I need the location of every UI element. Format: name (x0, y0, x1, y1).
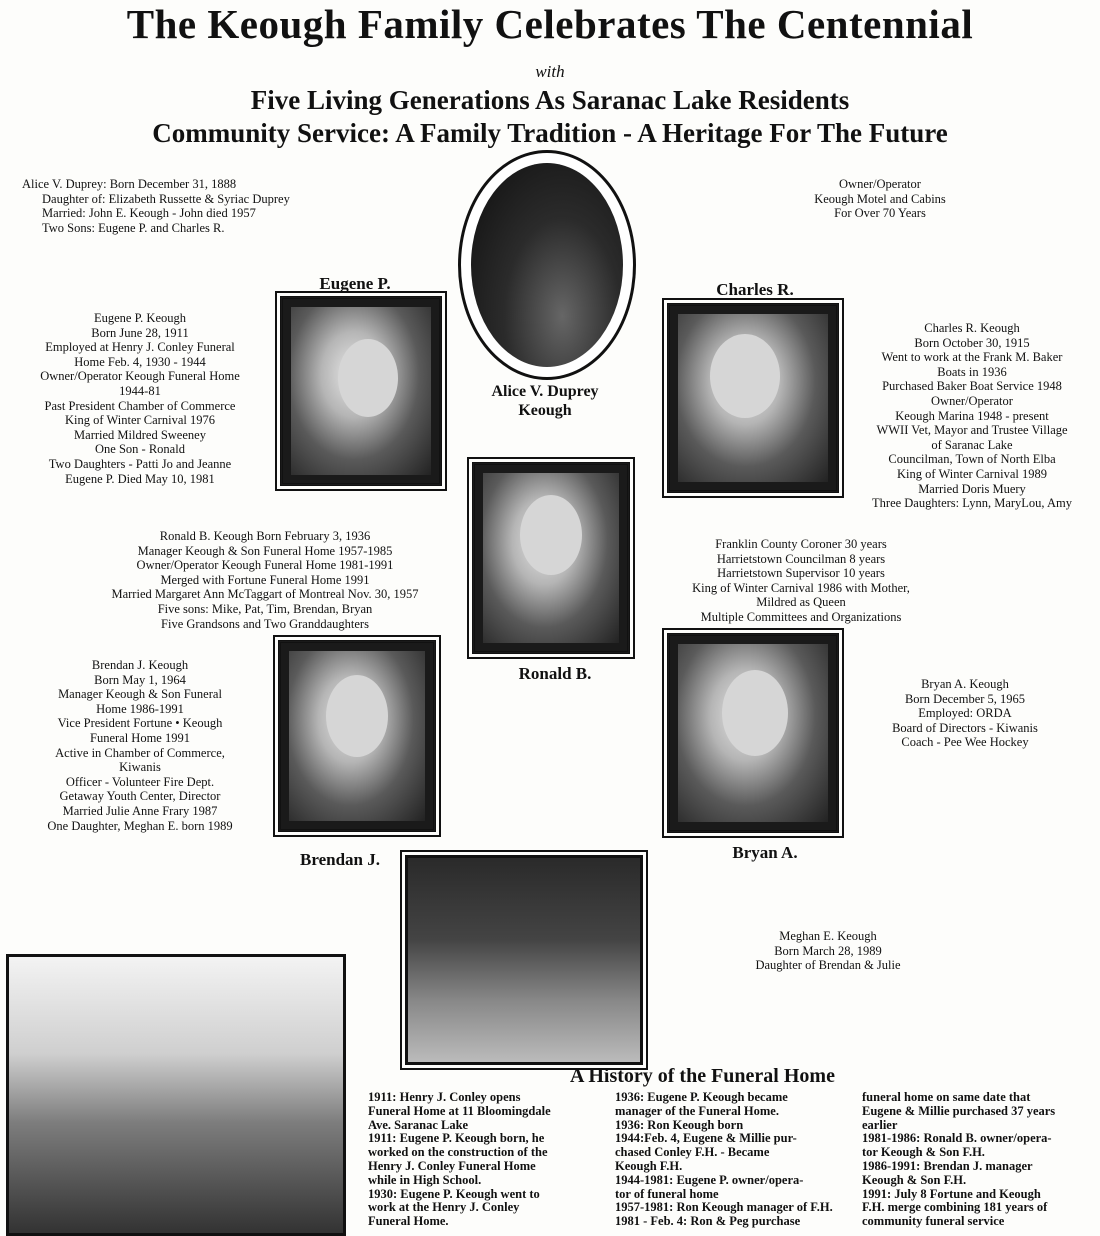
bryan-photo (667, 633, 839, 833)
page-title: The Keough Family Celebrates The Centennial (126, 1, 974, 47)
history-line: Henry J. Conley Funeral Home (368, 1158, 536, 1173)
ronald-bio-line: Merged with Fortune Funeral Home 1991 (160, 572, 370, 587)
meghan-photo (405, 855, 643, 1065)
meghan-bio-line: Daughter of Brendan & Julie (755, 958, 901, 973)
bryan-label: Bryan A. (732, 843, 798, 862)
eugene-bio-line: Past President Chamber of Commerce (44, 398, 236, 413)
eugene-bio-line: Born June 28, 1911 (91, 325, 189, 340)
ronald-bio-line: Married Margaret Ann McTaggart of Montreal Nov. 30, 1957 (111, 587, 419, 602)
charles-bio-line: King of Winter Carnival 1989 (897, 466, 1047, 481)
history-line: 1981-1986: Ronald B. owner/opera- (862, 1131, 1052, 1146)
charles-bio-line: Keough Marina 1948 - present (895, 408, 1049, 423)
alice-owner-line: Owner/Operator (839, 177, 921, 191)
charles-bio (848, 321, 1096, 511)
history-line: 1981 - Feb. 4: Ron & Peg purchase (615, 1214, 801, 1229)
brendan-bio-line: Officer - Volunteer Fire Dept. (65, 774, 215, 789)
ronald-service-line: King of Winter Carnival 1986 with Mother, (692, 580, 910, 595)
ronald-photo (472, 462, 630, 654)
eugene-bio-line: One Son - Ronald (95, 442, 185, 457)
eugene-bio-line: 1944-81 (119, 383, 161, 398)
charles-bio-line: Owner/Operator (931, 393, 1013, 408)
subtitle-community: Community Service: A Family Tradition - A Heritage For The Future (152, 118, 948, 148)
brendan-bio-line: Born May 1, 1964 (94, 672, 186, 687)
charles-bio-line: Married Doris Muery (918, 481, 1026, 496)
alice-bio-line: Alice V. Duprey: Born December 31, 1888 (22, 177, 237, 191)
history-line: while in High School. (368, 1172, 482, 1187)
ronald-bio (60, 529, 470, 631)
eugene-bio-line: Home Feb. 4, 1930 - 1944 (74, 354, 206, 369)
charles-label: Charles R. (716, 280, 794, 299)
alice-bio-line: Two Sons: Eugene P. and Charles R. (42, 220, 225, 235)
with-text: with (535, 62, 565, 81)
history-line: work at the Henry J. Conley (368, 1200, 520, 1215)
alice-portrait (458, 150, 636, 380)
eugene-bio-line: Two Daughters - Patti Jo and Jeanne (48, 456, 232, 471)
funeral-home-photo (6, 954, 346, 1236)
brendan-bio-line: Funeral Home 1991 (90, 730, 190, 745)
charles-bio-line: Three Daughters: Lynn, MaryLou, Amy (872, 496, 1072, 511)
ronald-label: Ronald B. (518, 664, 592, 683)
ronald-service (656, 537, 946, 625)
charles-bio-line: Went to work at the Frank M. Baker (881, 350, 1063, 365)
brendan-photo (278, 640, 436, 832)
alice-caption-line: Alice V. Duprey (491, 383, 599, 400)
history-column-2 (615, 1091, 855, 1229)
history-line: Keough F.H. (615, 1158, 683, 1173)
ronald-bio-line: Five Grandsons and Two Granddaughters (161, 616, 369, 631)
history-line: community funeral service (862, 1214, 1005, 1229)
eugene-photo (280, 296, 442, 486)
history-line: 1991: July 8 Fortune and Keough (862, 1186, 1041, 1201)
history-line: 1944:Feb. 4, Eugene & Millie pur- (615, 1131, 797, 1146)
history-column-1 (368, 1091, 604, 1229)
eugene-bio-line: King of Winter Carnival 1976 (65, 413, 215, 428)
history-line: 1936: Ron Keough born (615, 1117, 744, 1132)
charles-bio-line: Born October 30, 1915 (914, 335, 1030, 350)
brendan-bio-line: Kiwanis (119, 760, 161, 775)
meghan-bio (718, 929, 938, 973)
subtitle-generations: Five Living Generations As Saranac Lake Residents (250, 85, 850, 115)
brendan-bio-line: Home 1986-1991 (96, 701, 184, 716)
ronald-bio-line: Ronald B. Keough Born February 3, 1936 (159, 529, 371, 543)
alice-bio-line: Daughter of: Elizabeth Russette & Syriac Duprey (42, 191, 290, 206)
history-line: 1957-1981: Ron Keough manager of F.H. (615, 1200, 833, 1215)
meghan-bio-line: Meghan E. Keough (779, 929, 877, 943)
history-line: Eugene & Millie purchased 37 years (862, 1103, 1056, 1118)
charles-bio-line: Councilman, Town of North Elba (888, 452, 1056, 467)
history-line: earlier (862, 1117, 898, 1132)
alice-owner-line: For Over 70 Years (834, 206, 926, 221)
meghan-bio-line: Born March 28, 1989 (774, 943, 882, 958)
brendan-bio-line: Married Julie Anne Frary 1987 (62, 803, 218, 818)
history-line: 1986-1991: Brendan J. manager (862, 1158, 1033, 1173)
alice-caption (470, 382, 620, 420)
eugene-bio (10, 311, 270, 486)
history-line: 1930: Eugene P. Keough went to (368, 1186, 540, 1201)
history-line: tor Keough & Son F.H. (862, 1145, 985, 1160)
alice-owner-line: Keough Motel and Cabins (814, 191, 946, 206)
history-line: 1936: Eugene P. Keough became (615, 1090, 788, 1104)
eugene-bio-line: Eugene P. Keough (94, 311, 186, 325)
history-line: tor of funeral home (615, 1186, 719, 1201)
bryan-bio-line: Board of Directors - Kiwanis (892, 720, 1038, 735)
history-line: 1911: Eugene P. Keough born, he (368, 1131, 545, 1146)
ronald-bio-line: Five sons: Mike, Pat, Tim, Brendan, Bryan (157, 601, 373, 616)
history-line: funeral home on same date that (862, 1090, 1031, 1104)
alice-bio-line: Married: John E. Keough - John died 1957 (42, 206, 256, 221)
eugene-bio-line: Married Mildred Sweeney (74, 427, 206, 442)
history-line: Funeral Home at 11 Bloomingdale (368, 1103, 551, 1118)
brendan-bio-line: Active in Chamber of Commerce, (55, 745, 225, 760)
charles-bio-line: Boats in 1936 (937, 364, 1007, 379)
bryan-bio-line: Bryan A. Keough (921, 677, 1009, 691)
bryan-bio-line: Employed: ORDA (918, 706, 1012, 721)
ronald-service-line: Harrietstown Supervisor 10 years (717, 566, 885, 581)
history-line: Ave. Saranac Lake (368, 1117, 469, 1132)
history-line: manager of the Funeral Home. (615, 1103, 779, 1118)
eugene-bio-line: Employed at Henry J. Conley Funeral (45, 340, 235, 355)
history-line: Funeral Home. (368, 1214, 449, 1229)
ronald-bio-line: Owner/Operator Keough Funeral Home 1981-1991 (136, 558, 394, 573)
history-line: Keough & Son F.H. (862, 1172, 967, 1187)
bryan-bio (855, 677, 1075, 750)
eugene-bio-line: Eugene P. Died May 10, 1981 (65, 471, 215, 486)
ronald-service-line: Franklin County Coroner 30 years (715, 537, 887, 551)
alice-bio (22, 177, 290, 235)
charles-bio-line: of Saranac Lake (931, 437, 1013, 452)
history-line: F.H. merge combining 181 years of (862, 1200, 1048, 1215)
ronald-bio-line: Manager Keough & Son Funeral Home 1957-1985 (137, 543, 393, 558)
charles-bio-line: Charles R. Keough (924, 321, 1020, 335)
ronald-service-line: Multiple Committees and Organizations (700, 609, 902, 624)
bryan-bio-line: Coach - Pee Wee Hockey (901, 735, 1029, 750)
ronald-service-line: Harrietstown Councilman 8 years (716, 551, 886, 566)
eugene-label: Eugene P. (319, 274, 391, 293)
history-line: chased Conley F.H. - Became (615, 1145, 770, 1160)
history-title: A History of the Funeral Home (570, 1065, 835, 1087)
bryan-bio-line: Born December 5, 1965 (904, 691, 1026, 706)
history-column-3 (862, 1091, 1098, 1229)
brendan-bio-line: One Daughter, Meghan E. born 1989 (47, 818, 233, 833)
brendan-bio-line: Vice President Fortune • Keough (57, 716, 223, 731)
alice-caption-line: Keough (518, 402, 572, 419)
charles-bio-line: Purchased Baker Boat Service 1948 (882, 379, 1062, 394)
brendan-bio (10, 658, 270, 833)
brendan-label: Brendan J. (300, 850, 380, 869)
history-line: 1944-1981: Eugene P. owner/opera- (615, 1172, 804, 1187)
brendan-bio-line: Brendan J. Keough (91, 658, 189, 672)
charles-bio-line: WWII Vet, Mayor and Trustee Village (876, 423, 1068, 438)
charles-photo (667, 303, 839, 493)
brendan-bio-line: Getaway Youth Center, Director (59, 789, 221, 804)
alice-owner-block (760, 177, 1000, 221)
ronald-service-line: Mildred as Queen (756, 595, 846, 610)
history-line: worked on the construction of the (368, 1145, 548, 1160)
history-line: 1911: Henry J. Conley opens (368, 1090, 521, 1104)
brendan-bio-line: Manager Keough & Son Funeral (58, 687, 222, 702)
eugene-bio-line: Owner/Operator Keough Funeral Home (40, 369, 240, 384)
